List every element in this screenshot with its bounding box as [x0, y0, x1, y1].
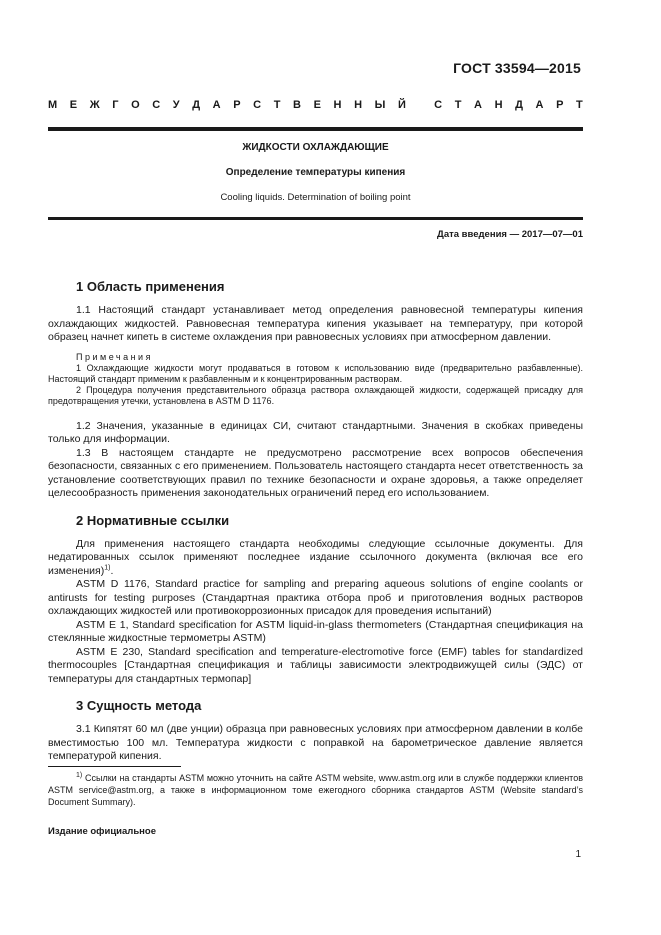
heading-letter: Р	[233, 99, 241, 111]
footnote-ref: 1)	[104, 564, 111, 571]
note: 2 Процедура получения представительного образца раствора охлаждающей жидкости, содержащей присадку для предотвращения утечки, установлена в ASTM D 1176.	[48, 384, 583, 406]
section	[48, 698, 583, 764]
paragraph: 1.3 В настоящем стандарте не предусмотрено рассмотрение всех вопросов обеспечения безопасности, связанных с его применением. Пользователь настоящего стандарта несет ответственность за установление соответствующих правил по технике безопасности и охране здоровья, а также определяет целесообразность применения законодательных ограничений перед его использованием.	[48, 446, 583, 499]
section-heading: 3 Сущность метода	[76, 698, 202, 713]
heading-letter: Й	[397, 99, 406, 111]
standard-code: ГОСТ 33594—2015	[453, 60, 581, 76]
paragraph: 3.1 Кипятят 60 мл (две унции) образца при равновесных условиях при атмосферном давлении в колбе вместимостью 100 мл. Температура жидкости с поправкой на барометрическое давление является температурой кипения.	[48, 723, 583, 762]
title-rule	[48, 217, 583, 220]
document-subtitle: Определение температуры кипения	[225, 167, 406, 178]
english-title: Cooling liquids. Determination of boiling point	[220, 192, 411, 203]
heading-letter: О	[131, 99, 140, 111]
header-rule	[48, 127, 583, 131]
document-body	[48, 279, 583, 764]
heading-letter: Р	[556, 99, 564, 111]
heading-letter: Т	[273, 99, 281, 111]
heading-letter: Д	[515, 99, 523, 111]
heading-letter: С	[152, 99, 161, 111]
paragraph: ASTM E 230, Standard specification and temperature-electromotive force (EMF) tables for standardized thermocouples [Стандартная спецификация и таблицы зависимости электродвижущей силы (ЭДС) от температуры для стандартных термопар]	[48, 645, 583, 685]
section	[48, 279, 583, 501]
heading-letter: М	[48, 99, 58, 111]
heading-letter: С	[434, 99, 443, 111]
document-title: ЖИДКОСТИ ОХЛАЖДАЮЩИЕ	[242, 142, 389, 153]
paragraph-text: Для применения настоящего стандарта необходимы следующие ссылочные документы. Для недатированных ссылок применяют последнее издание ссылочного документа (включая все его изменения)	[48, 537, 583, 577]
paragraph: 1.1 Настоящий стандарт устанавливает метод определения равновесной температуры кипения охлаждающих жидкостей. Равновесная температура кипения указывает на температуру, при которой образец начнет кипеть в системе охлаждения при равновесных условиях при атмосферном давлении.	[48, 304, 583, 343]
section	[48, 513, 583, 687]
notes-title: Примечания	[76, 351, 153, 362]
paragraph	[48, 538, 583, 579]
heading-letter: Е	[313, 99, 321, 111]
heading-letter: Е	[69, 99, 78, 111]
standard-type-heading	[48, 99, 583, 111]
footnote-rule	[48, 766, 181, 767]
footnote	[48, 772, 583, 808]
paragraph: 1.2 Значения, указанные в единицах СИ, считают стандартными. Значения в скобках приведены только для информации.	[48, 419, 583, 445]
heading-letter: А	[212, 99, 221, 111]
heading-letter: Г	[112, 99, 119, 111]
page-number: 1	[575, 849, 581, 860]
footnote-text: Ссылки на стандарты ASTM можно уточнить на сайте ASTM website, www.astm.org или в службе поддержки клиентов ASTM service@astm.org, а также в информационном томе ежегодного сборника стандартов ASTM (Website standard’s Document Summary).	[48, 773, 583, 807]
heading-letter: Ж	[89, 99, 100, 111]
heading-letter: А	[474, 99, 482, 111]
heading-letter: Ы	[374, 99, 386, 111]
heading-letter: Н	[494, 99, 503, 111]
heading-letter	[418, 99, 421, 111]
heading-letter: А	[535, 99, 544, 111]
heading-letter: Т	[454, 99, 462, 111]
paragraph: ASTM E 1, Standard specification for ASTM liquid-in-glass thermometers (Стандартная спецификация на стеклянные жидкостные термометры ASTM)	[48, 618, 583, 644]
paragraph: ASTM D 1176, Standard practice for sampling and preparing aqueous solutions of engine coolants or antirusts for testing purposes (Стандартная практика отбора проб и приготовления водных растворов охлаждающих жидкостей или противокоррозионных присадок для проведения испытаний)	[48, 578, 583, 617]
heading-letter: Н	[333, 99, 342, 111]
introduction-date: Дата введения — 2017—07—01	[437, 229, 583, 240]
heading-letter: Н	[354, 99, 363, 111]
footnote-marker: 1)	[76, 772, 83, 779]
paragraph-text-end: .	[110, 564, 114, 577]
section-heading: 1 Область применения	[76, 279, 225, 294]
heading-letter: Д	[192, 99, 201, 111]
heading-letter: У	[172, 99, 180, 111]
heading-letter: В	[293, 99, 301, 111]
heading-letter: С	[253, 99, 262, 111]
heading-letter: Т	[576, 99, 583, 111]
official-edition-label: Издание официальное	[48, 826, 156, 837]
section-heading: 2 Нормативные ссылки	[76, 512, 230, 528]
note: 1 Охлаждающие жидкости могут продаваться в готовом к использованию виде (предварительно разбавленные). Настоящий стандарт применим к разбавленным и к концентрированным растворам.	[48, 362, 583, 384]
